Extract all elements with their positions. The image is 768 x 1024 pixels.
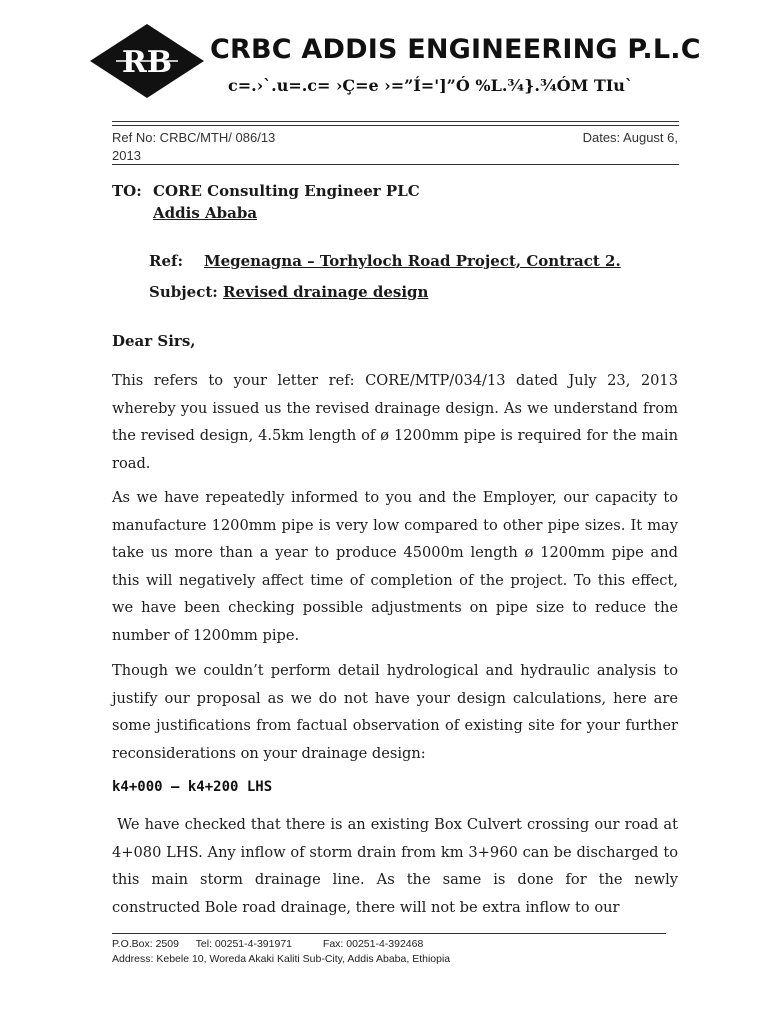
subject-label: Subject: — [149, 283, 218, 301]
header-divider-bottom — [112, 164, 679, 165]
body-paragraph: This refers to your letter ref: CORE/MTP/034/13 dated July 23, 2013 whereby you issued us the revised drainage design. As we understand from the revised design, 4.5km length of ø 1200mm pipe is required for the main road. — [112, 372, 678, 472]
letter-date: Dates: August 6, — [582, 130, 678, 145]
section-paragraph: We have checked that there is an existing Box Culvert crossing our road at 4+080 LHS. Any inflow of storm drain from km 3+960 can be discharged to this main storm drainage line. As the same is done for the newly constructed Bole road drainage, there will not be extra inflow to our — [112, 816, 683, 916]
section-heading: k4+000 – k4+200 LHS — [112, 779, 273, 795]
recipient-city: Addis Ababa — [153, 204, 258, 222]
subject-row — [149, 283, 428, 301]
footer — [112, 937, 450, 967]
footer-address: Address: Kebele 10, Woreda Akaki Kaliti Sub-City, Addis Ababa, Ethiopia — [112, 953, 451, 965]
subject-value: Revised drainage design — [223, 283, 429, 301]
to-label: TO: — [112, 182, 142, 200]
company-name-local: c=.›`.u=.c= ›Ç=e ›=”Í=']”Ó %L.¾}.¾ÓM TIu` — [228, 76, 633, 95]
salutation: Dear Sirs, — [112, 332, 196, 350]
letter-year: 2013 — [112, 148, 141, 163]
footer-po-box: P.O.Box: 2509 — [112, 938, 179, 950]
logo-diamond-icon — [88, 22, 206, 100]
recipient-block — [112, 180, 420, 224]
header-divider-top — [112, 121, 679, 122]
footer-divider — [112, 933, 666, 934]
body-paragraph: As we have repeatedly informed to you and the Employer, our capacity to manufacture 1200mm pipe is very low compared to other pipe sizes. It may take us more than a year to produce 45000m length ø 1200mm pipe and this will negatively affect time of completion of the project. To this effect, we have been checking possible adjustments on pipe size to reduce the number of 1200mm pipe. — [112, 489, 678, 644]
reference-line — [112, 129, 678, 165]
footer-tel: Tel: 00251-4-391971 — [195, 938, 292, 950]
company-logo — [88, 22, 206, 100]
company-name: CRBC ADDIS ENGINEERING P.L.C — [210, 34, 701, 65]
header-divider-top-2 — [112, 125, 679, 126]
ref-value: Megenagna – Torhyloch Road Project, Contract 2. — [204, 252, 621, 270]
body-paragraph: Though we couldn’t perform detail hydrological and hydraulic analysis to justify our proposal as we do not have your design calculations, here are some justifications from factual observation of existing site for your further reconsiderations on your drainage design: — [112, 662, 678, 762]
ref-number: Ref No: CRBC/MTH/ 086/13 — [112, 130, 276, 145]
reference-row — [149, 252, 621, 270]
recipient-name: CORE Consulting Engineer PLC — [153, 182, 420, 200]
ref-label: Ref: — [149, 252, 183, 270]
footer-fax: Fax: 00251-4-392468 — [322, 938, 424, 950]
logo-text: RB — [121, 45, 173, 80]
